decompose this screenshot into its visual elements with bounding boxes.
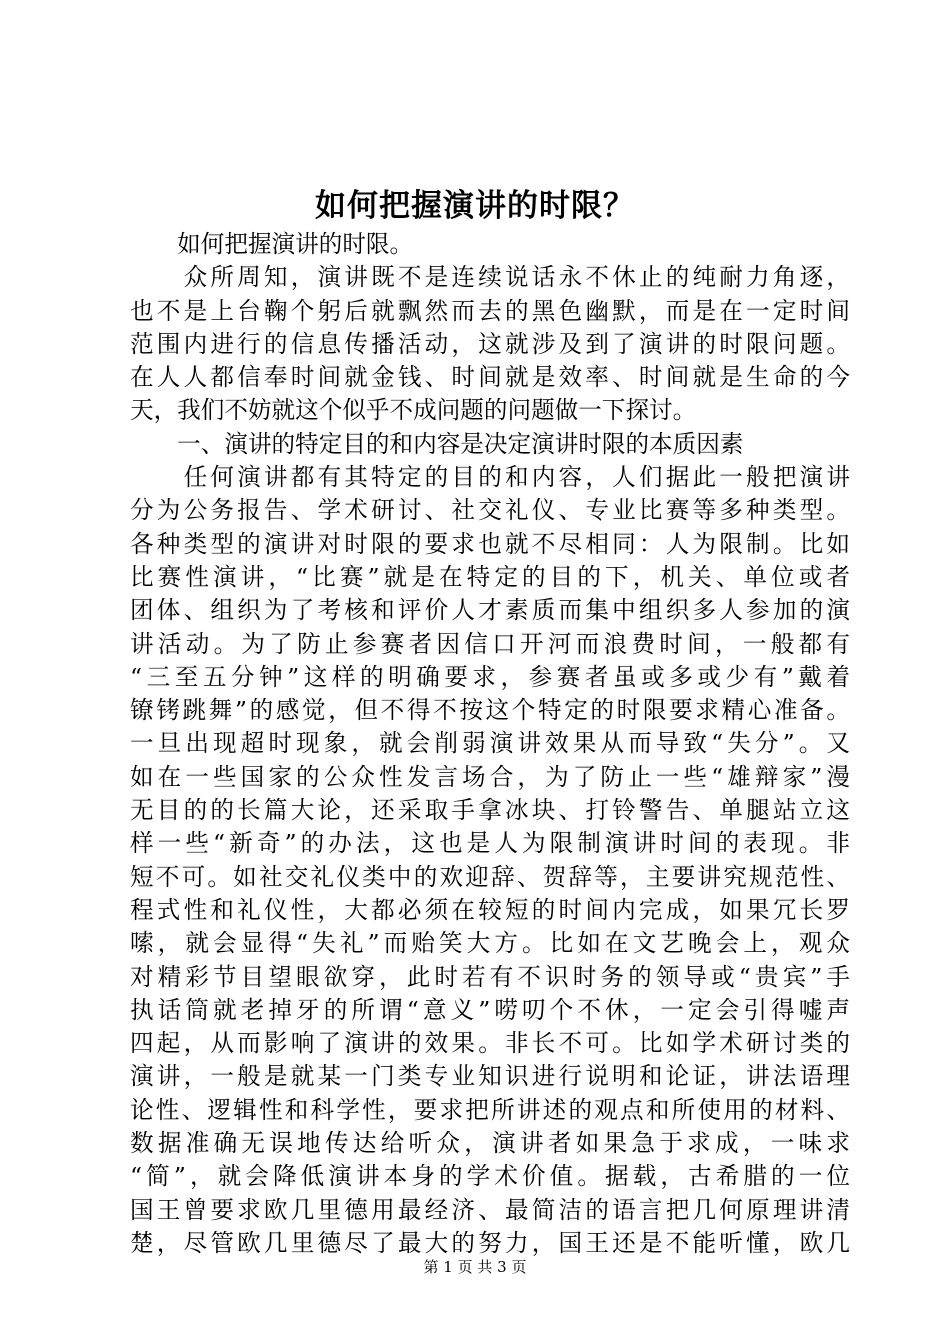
paragraph-line: 如何把握演讲的时限。 xyxy=(130,230,414,258)
paragraph-line: 数据准确无误地传达给听众，演讲者如果急于求成，一味求 xyxy=(130,1129,850,1158)
paragraph-line: 短不可。如社交礼仪类中的欢迎辞、贺辞等，主要讲究规范性、 xyxy=(130,862,850,891)
paragraph-line: 四起，从而影响了演讲的效果。非长不可。比如学术研讨类的 xyxy=(130,1029,850,1058)
paragraph-line: 样一些“新奇”的办法，这也是人为限制演讲时间的表现。非 xyxy=(130,829,850,858)
paragraph-line: 演讲，一般是就某一门类专业知识进行说明和论证，讲法语理 xyxy=(130,1062,850,1091)
paragraph-line: 对精彩节目望眼欲穿，此时若有不识时务的领导或“贵宾”手 xyxy=(130,962,850,991)
section-heading: 一、演讲的特定目的和内容是决定演讲时限的本质因素 xyxy=(130,429,744,458)
paragraph-line: 如在一些国家的公众性发言场合，为了防止一些“雄辩家”漫 xyxy=(130,762,850,791)
paragraph-line: 在人人都信奉时间就金钱、时间就是效率、时间就是生命的今 xyxy=(130,363,850,392)
paragraph-line: 无目的的长篇大论，还采取手拿冰块、打铃警告、单腿站立这 xyxy=(130,796,850,825)
paragraph-line: 范围内进行的信息传播活动，这就涉及到了演讲的时限问题。 xyxy=(130,329,850,358)
page-footer: 第 1 页 共 3 页 xyxy=(423,1258,527,1276)
paragraph-line: 众所周知，演讲既不是连续说话永不休止的纯耐力角逐， xyxy=(130,263,850,292)
paragraph-line: 讲活动。为了防止参赛者因信口开河而浪费时间，一般都有 xyxy=(130,629,850,658)
paragraph-line: 团体、组织为了考核和评价人才素质而集中组织多人参加的演 xyxy=(130,596,850,625)
paragraph-line: 天，我们不妨就这个似乎不成问题的问题做一下探讨。 xyxy=(130,396,697,425)
paragraph-line: 一旦出现超时现象，就会削弱演讲效果从而导致“失分”。又 xyxy=(130,729,850,758)
paragraph-line: 嗦，就会显得“失礼”而贻笑大方。比如在文艺晚会上，观众 xyxy=(130,929,850,958)
paragraph-line: 任何演讲都有其特定的目的和内容，人们据此一般把演讲 xyxy=(130,463,850,492)
document-title: 如何把握演讲的时限？ xyxy=(315,188,635,224)
paragraph-line: 镣铐跳舞”的感觉，但不得不按这个特定的时限要求精心准备。 xyxy=(130,696,850,725)
document-body xyxy=(130,228,850,1260)
paragraph-line: 也不是上台鞠个躬后就飘然而去的黑色幽默，而是在一定时间 xyxy=(130,296,850,325)
paragraph-line: 国王曾要求欧几里德用最经济、最简洁的语言把几何原理讲清 xyxy=(130,1195,850,1224)
paragraph-line: 楚，尽管欧几里德尽了最大的努力，国王还是不能听懂，欧几 xyxy=(130,1228,850,1257)
paragraph-line: 比赛性演讲，“比赛”就是在特定的目的下，机关、单位或者 xyxy=(130,562,850,591)
paragraph-line: 程式性和礼仪性，大都必须在较短的时间内完成，如果冗长罗 xyxy=(130,895,850,924)
paragraph-line: “简”，就会降低演讲本身的学术价值。据载，古希腊的一位 xyxy=(130,1162,850,1191)
paragraph-line: 执话筒就老掉牙的所谓“意义”唠叨个不休，一定会引得嘘声 xyxy=(130,995,850,1024)
paragraph-line: 各种类型的演讲对时限的要求也就不尽相同：人为限制。比如 xyxy=(130,529,850,558)
paragraph-line: 论性、逻辑性和科学性，要求把所讲述的观点和所使用的材料、 xyxy=(130,1095,850,1124)
paragraph-line: “三至五分钟”这样的明确要求，参赛者虽或多或少有”戴着 xyxy=(130,662,850,691)
paragraph-line: 分为公务报告、学术研讨、社交礼仪、专业比赛等多种类型。 xyxy=(130,496,850,525)
